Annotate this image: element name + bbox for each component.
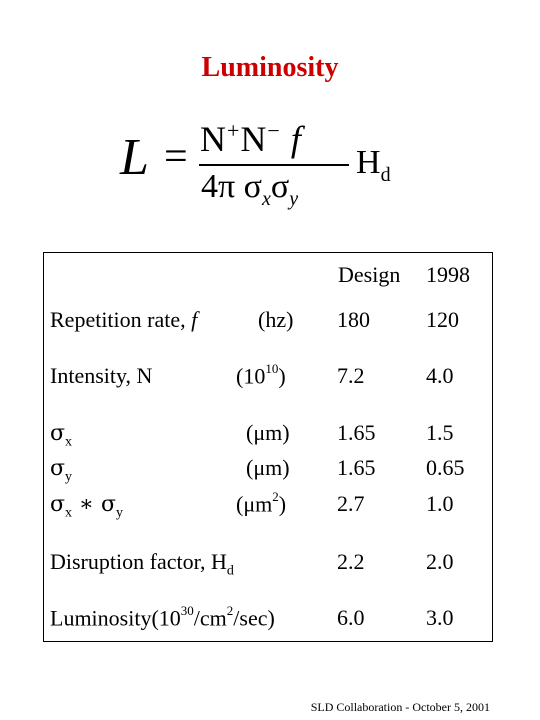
sigma-symbol: σ [50,492,66,517]
unit-sup: 10 [265,361,279,376]
cell-1998: 120 [426,307,459,332]
row-label-repetition-rate [50,307,197,333]
row-label-end: /sec) [233,605,275,631]
slide-title: Luminosity [201,52,339,83]
row-label-disruption-factor [50,549,234,579]
sigma-sub: x [65,434,73,450]
row-label-text: Disruption factor, H [50,549,227,574]
unit-close: ) [278,491,287,517]
row-label-sigma-product [50,491,123,521]
formula-n2-sup: − [267,118,281,143]
footer-credit: SLD Collaboration - October 5, 2001 [310,700,490,714]
cell-1998: 4.0 [426,363,454,388]
cell-design: 180 [337,307,370,332]
cell-design: 2.2 [337,549,365,574]
header-1998: 1998 [426,262,470,287]
cell-design: 1.65 [337,420,376,445]
formula-n1: N [200,119,227,159]
row-label-sup: 30 [180,603,194,618]
cell-design: 6.0 [337,605,365,630]
row-label-sub: d [226,563,234,579]
formula-factor-h [356,144,391,187]
sigma-symbol: σ [50,421,66,446]
unit-base: (10 [236,363,266,389]
cell-1998: 1.0 [426,491,454,516]
formula-denominator [201,168,298,211]
unit-sup: 2 [272,489,279,504]
sigma-sub: y [65,469,73,485]
formula-n2: N [240,119,268,159]
row-unit-micron: (μm) [246,455,290,480]
sigma-sub-2: y [116,505,124,521]
formula-h-sub: d [380,163,391,186]
cell-1998: 2.0 [426,549,454,574]
row-label-f: f [191,307,198,332]
row-label-text: Luminosity(10 [50,605,181,631]
row-label-mid: /cm [193,605,227,631]
formula-den-sigma2: σ [270,168,290,205]
unit-close: ) [278,363,286,389]
cell-design: 1.65 [337,455,376,480]
formula-h: H [356,144,381,181]
cell-1998: 0.65 [426,455,465,480]
formula-f: f [290,119,302,159]
header-design: Design [338,262,401,287]
formula-numerator [200,118,302,160]
row-unit-micron: (μm) [246,420,290,445]
row-label-intensity: Intensity, N [50,363,153,388]
sigma-symbol: σ [50,456,66,481]
sigma-sub: x [65,505,73,521]
row-label-sigma-x [50,420,72,450]
row-label-text: Repetition rate, [50,307,192,332]
formula-den-sub-y: y [289,187,299,210]
row-label-sup-2: 2 [226,603,234,618]
formula-lhs: L [120,129,149,186]
cell-1998: 1.5 [426,420,454,445]
cell-design: 7.2 [337,363,365,388]
row-label-luminosity [50,605,275,631]
sigma-symbol-2: σ [100,492,117,517]
unit-base: (μm [236,491,273,517]
cell-1998: 3.0 [426,605,454,630]
multiply-operator: ∗ [72,492,101,517]
row-unit-micron-squared [236,491,286,517]
formula-n1-sup: + [227,118,241,143]
row-unit-intensity [236,363,286,389]
formula-den-sub-x: x [262,187,271,210]
formula-equals: = [164,134,188,180]
row-unit-hz: (hz) [258,307,294,332]
cell-design: 2.7 [337,491,365,516]
formula-fraction-bar [199,164,349,166]
row-label-sigma-y [50,455,72,485]
formula-den-prefix: 4π σ [201,168,262,205]
